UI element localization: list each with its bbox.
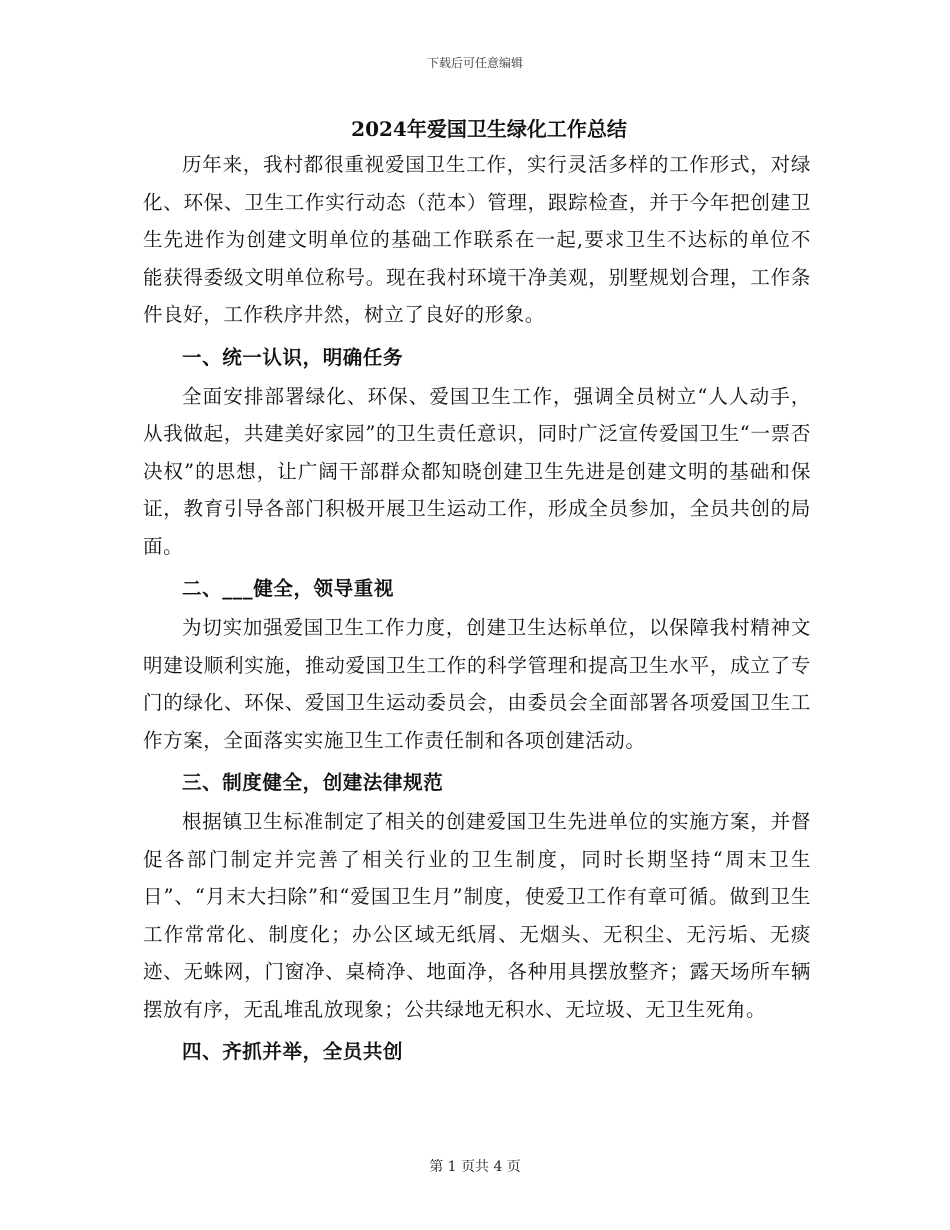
section-heading-3: 三、制度健全，创建法律规范: [182, 771, 444, 794]
header-note: 下载后可任意编辑: [426, 56, 523, 70]
section-heading-4: 四、齐抓并举，全员共创: [182, 1040, 404, 1063]
section-body-3: 根据镇卫生标准制定了相关的创建爱国卫生先进单位的实施方案，并督促各部门制定并完善了相关行业的卫生制度，同时长期坚持“周末卫生日”、“月末大扫除”和“爱国卫生月”制度，使爱卫工作有章可循。做到卫生工作常常化、制度化；办公区域无纸屑、无烟头、无积尘、无污垢、无痰迹、无蛛网，门窗净、桌椅净、地面净，各种用具摆放整齐；露天场所车辆摆放有序，无乱堆乱放现象；公共绿地无积水、无垃圾、无卫生死角。: [143, 810, 811, 1021]
intro-paragraph: 历年来，我村都很重视爱国卫生工作，实行灵活多样的工作形式，对绿化、环保、卫生工作实行动态（范本）管理，跟踪检查，并于今年把创建卫生先进作为创建文明单位的基础工作联系在一起,要求卫生不达标的单位不能获得委级文明单位称号。现在我村环境干净美观，别墅规划合理，工作条件良好，工作秩序井然，树立了良好的形象。: [143, 153, 811, 326]
document-title: 2024年爱国卫生绿化工作总结: [351, 117, 627, 141]
section-body-1: 全面安排部署绿化、环保、爱国卫生工作，强调全员树立“人人动手，从我做起，共建美好家园”的卫生责任意识，同时广泛宣传爱国卫生“一票否决权”的思想，让广阔干部群众都知晓创建卫生先进是创建文明的基础和保证，教育引导各部门积极开展卫生运动工作，形成全员参加，全员共创的局面。: [143, 384, 811, 558]
section-heading-2: 二、___健全，领导重视: [182, 577, 394, 600]
document-body: [143, 112, 811, 1072]
section-heading-1: 一、统一认识，明确任务: [182, 345, 404, 369]
page-number: 第 1 页共 4 页: [429, 1159, 521, 1175]
section-body-2: 为切实加强爱国卫生工作力度，创建卫生达标单位，以保障我村精神文明建设顺利实施，推动爱国卫生工作的科学管理和提高卫生水平，成立了专门的绿化、环保、爱国卫生运动委员会，由委员会全面部署各项爱国卫生工作方案，全面落实实施卫生工作责任制和各项创建活动。: [143, 616, 811, 752]
